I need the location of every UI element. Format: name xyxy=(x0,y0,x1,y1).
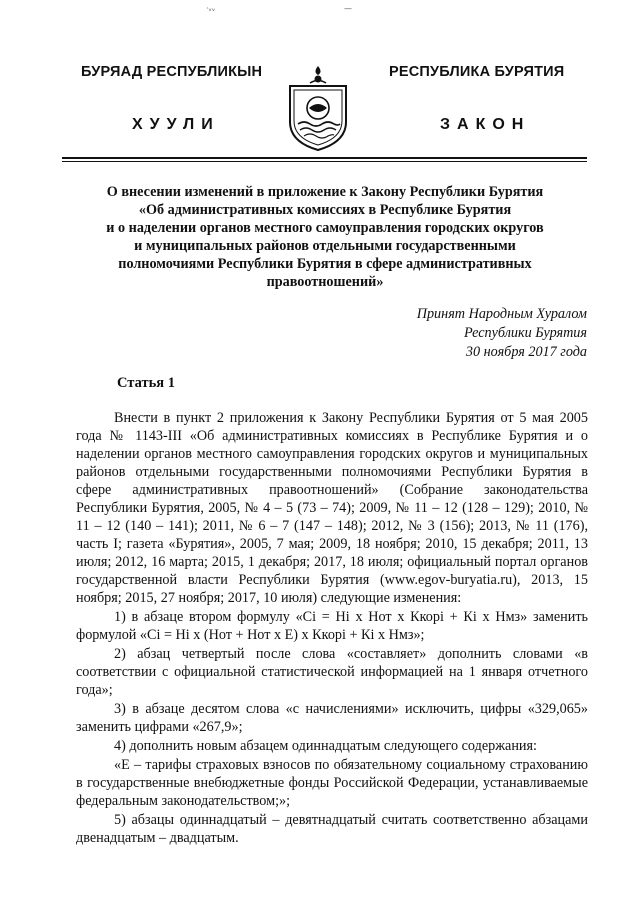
paragraph: Внести в пункт 2 приложения к Закону Республики Бурятия от 5 мая 2005 года № 1143-III «Об административных комиссиях в Республике Бурятия и о наделении органов местного самоуправления городских округов и муниципальных районов отдельными государственными полномочиями Республики Бурятия в сфере административных правоотношений» (Собрание законодательства Республики Бурятия, 2005, № 4 – 5 (73 – 74); 2009, № 11 – 12 (128 – 129); 2010, № 11 – 12 (140 – 141); 2011, № 6 – 7 (147 – 148); 2012, № 3 (156); 2013, № 11 (176), часть I; газета «Бурятия», 2005, 7 мая; 2009, 18 ноября; 2010, 15 декабря; 2011, 13 июля; 2012, 16 марта; 2015, 1 декабря; 2017, 18 июля; официальный портал органов государственной власти Республики Бурятия (www.egov-buryatia.ru), 2013, 15 ноября; 2015, 27 ноября; 2017, 10 июля) следующие изменения: xyxy=(76,410,588,606)
title-line: правоотношений» xyxy=(266,274,384,290)
title-line: «Об административных комиссиях в Республике Бурятия xyxy=(138,202,512,218)
scan-mark: ·ᵥᵥ xyxy=(206,4,216,13)
title-line: и о наделении органов местного самоуправления городских округов xyxy=(106,220,544,236)
doc-type-russian: ЗАКОН xyxy=(440,116,531,133)
header-left-title: БУРЯАД РЕСПУБЛИКЫН xyxy=(81,64,263,80)
header-divider-thick xyxy=(62,157,587,159)
doc-type-buryat: ХУУЛИ xyxy=(132,116,220,133)
header-right-title: РЕСПУБЛИКА БУРЯТИЯ xyxy=(389,64,565,80)
paragraph: 4) дополнить новым абзацем одиннадцатым следующего содержания: xyxy=(114,738,537,754)
title-line: О внесении изменений в приложение к Закону Республики Бурятия xyxy=(106,184,544,200)
article-heading: Статья 1 xyxy=(117,375,175,391)
adoption-note xyxy=(330,305,587,362)
title-line: и муниципальных районов отдельными государственными xyxy=(134,238,516,254)
scan-mark: — xyxy=(344,4,352,13)
paragraph: 3) в абзаце десятом слова «с начислениями» исключить, цифры «329,065» заменить цифрами «267,9»; xyxy=(76,701,588,735)
header-divider-thin xyxy=(62,161,587,162)
title-line: полномочиями Республики Бурятия в сфере административных xyxy=(118,256,532,272)
law-title xyxy=(70,183,580,291)
adoption-line: Принят Народным Хуралом xyxy=(416,306,587,322)
article-body xyxy=(76,409,588,847)
coat-of-arms-icon xyxy=(282,64,354,152)
paragraph: 1) в абзаце втором формулу «Сi = Hi х Нот х Ккорi + Кi х Нмз» заменить формулой «Сi = Hi х (Нот + Нот х Е) х Ккорi + Кi х Нмз»; xyxy=(76,609,588,643)
paragraph: 2) абзац четвертый после слова «составляет» дополнить словами «в соответствии с официальной статистической информацией на 1 января отчетного года»; xyxy=(76,646,588,698)
paragraph: 5) абзацы одиннадцатый – девятнадцатый считать соответственно абзацами двенадцатым – двадцатым. xyxy=(76,812,588,846)
paragraph: «Е – тарифы страховых взносов по обязательному социальному страхованию в государственные внебюджетные фонды Российской Федерации, устанавливаемые федеральным законодательством;»; xyxy=(76,757,588,809)
adoption-line: Республики Бурятия xyxy=(463,325,587,341)
adoption-date: 30 ноября 2017 года xyxy=(465,344,587,360)
